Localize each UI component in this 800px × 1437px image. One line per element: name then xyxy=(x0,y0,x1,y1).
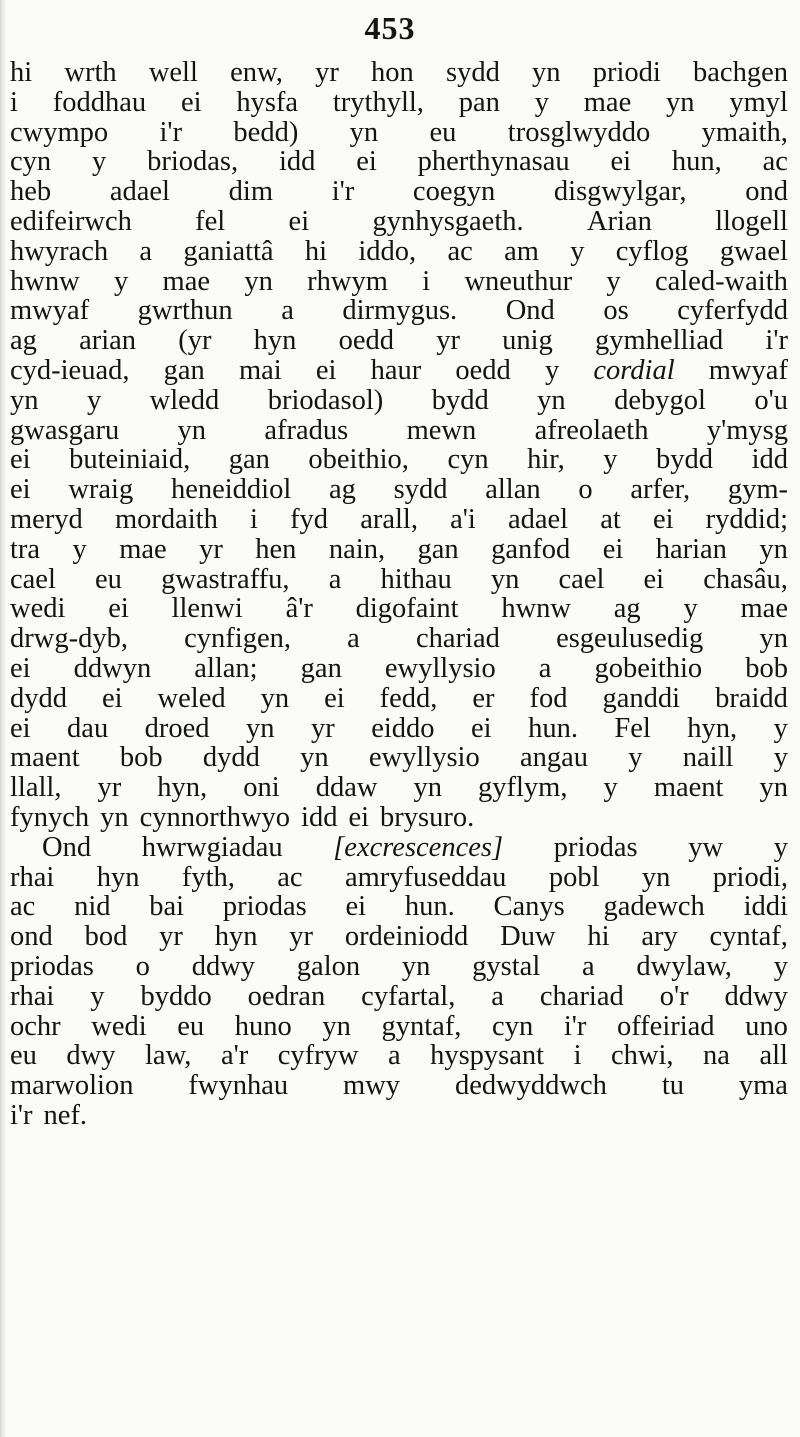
text-line: Ond hwrwgiadau [excrescences] priodas yw y xyxy=(42,832,788,863)
text-line: maent bob dydd yn ewyllysio angau y naill y xyxy=(10,743,788,774)
text-line: i foddhau ei hysfa trythyll, pan y mae yn ymyl xyxy=(10,87,788,118)
text-line: ond bod yr hyn yr ordeiniodd Duw hi ary cyntaf, xyxy=(10,922,788,952)
text-line: meryd mordaith i fyd arall, a'i adael at ei ryddid; xyxy=(10,504,788,535)
page-number: 453 xyxy=(364,10,416,46)
text-line: cwympo i'r bedd) yn eu trosglwyddo ymaith, xyxy=(10,117,788,148)
text-line: priodas o ddwy galon yn gystal a dwylaw, y xyxy=(10,951,788,982)
text-line: cyn y briodas, idd ei pherthynasau ei hun, ac xyxy=(10,147,788,178)
text-line: fynych yn cynnorthwyo idd ei brysuro. xyxy=(10,802,475,833)
text-line: dydd ei weled yn ei fedd, er fod ganddi braidd xyxy=(10,683,788,714)
text-line: hwnw y mae yn rhwym i wneuthur y caled-waith xyxy=(10,266,788,297)
body-text xyxy=(10,58,788,1131)
text-line: ochr wedi eu huno yn gyntaf, cyn i'r offeiriad uno xyxy=(10,1011,788,1042)
text-line: eu dwy law, a'r cyfryw a hyspysant i chwi, na all xyxy=(10,1041,788,1072)
text-line: ei ddwyn allan; gan ewyllysio a gobeithio bob xyxy=(10,653,788,684)
text-line: edifeirwch fel ei gynhysgaeth. Arian llogell xyxy=(10,206,788,237)
text-line: ac nid bai priodas ei hun. Canys gadewch iddi xyxy=(10,892,788,923)
text-line: marwolion fwynhau mwy dedwyddwch tu yma xyxy=(10,1071,788,1101)
text-line: yn y wledd briodasol) bydd yn debygol o'u xyxy=(10,385,788,416)
text-line: ei wraig heneiddiol ag sydd allan o arfer, gym- xyxy=(10,475,788,505)
text-line: rhai hyn fyth, ac amryfuseddau pobl yn priodi, xyxy=(10,862,788,893)
page-gutter-shadow xyxy=(0,0,6,1437)
text-line: ag arian (yr hyn oedd yr unig gymhelliad i'r xyxy=(10,326,788,356)
text-line: ei dau droed yn yr eiddo ei hun. Fel hyn, y xyxy=(10,713,788,744)
text-line: rhai y byddo oedran cyfartal, a chariad o'r ddwy xyxy=(10,981,788,1012)
text-line: tra y mae yr hen nain, gan ganfod ei harian yn xyxy=(10,534,788,565)
text-line: cyd-ieuad, gan mai ei haur oedd y cordial mwyaf xyxy=(10,355,788,386)
text-line: heb adael dim i'r coegyn disgwylgar, ond xyxy=(10,177,788,207)
text-line: wedi ei llenwi â'r digofaint hwnw ag y mae xyxy=(10,594,788,625)
text-line: cael eu gwastraffu, a hithau yn cael ei chasâu, xyxy=(10,564,788,595)
text-line: llall, yr hyn, oni ddaw yn gyflym, y maent yn xyxy=(10,773,788,803)
text-line: gwasgaru yn afradus mewn afreolaeth y'mysg xyxy=(10,415,788,446)
text-line: hi wrth well enw, yr hon sydd yn priodi bachgen xyxy=(10,58,788,88)
text-line: drwg-dyb, cynfigen, a chariad esgeulusedig yn xyxy=(10,624,788,654)
text-line: hwyrach a ganiattâ hi iddo, ac am y cyflog gwael xyxy=(10,236,788,267)
text-line: mwyaf gwrthun a dirmygus. Ond os cyferfydd xyxy=(10,296,788,327)
text-line: ei buteiniaid, gan obeithio, cyn hir, y bydd idd xyxy=(10,445,788,476)
text-line: i'r nef. xyxy=(10,1100,88,1131)
